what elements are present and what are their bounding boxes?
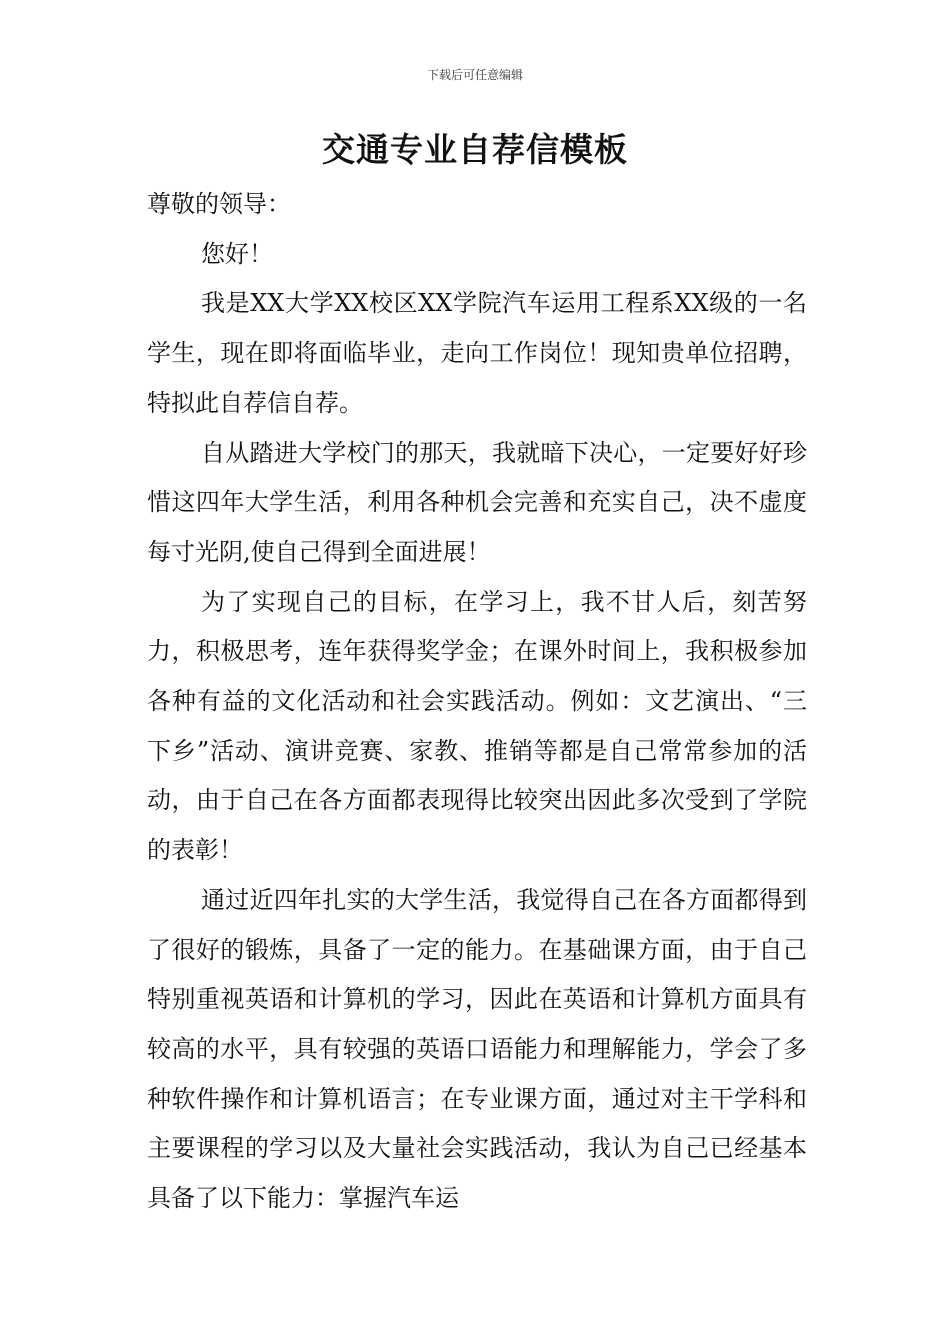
paragraph-4: 通过近四年扎实的大学生活，我觉得自己在各方面都得到了很好的锻炼，具备了一定的能力。在基础课方面，由于自己特别重视英语和计算机的学习，因此在英语和计算机方面具有较高的水平，具有较强的英语口语能力和理解能力，学会了多种软件操作和计算机语言；在专业课方面，通过对主干学科和主要课程的学习以及大量社会实践活动，我认为自己已经基本具备了以下能力：掌握汽车运 — [147, 885, 807, 1213]
document-title: 交通专业自荐信模板 — [322, 130, 628, 169]
greeting: 您好！ — [201, 239, 273, 268]
paragraph-2: 自从踏进大学校门的那天，我就暗下决心，一定要好好珍惜这四年大学生活，利用各种机会完善和充实自己，决不虚度每寸光阴,使自己得到全面进展！ — [147, 438, 807, 566]
header-note: 下载后可任意编辑 — [426, 68, 523, 82]
letter-body — [147, 180, 807, 1224]
salutation: 尊敬的领导： — [147, 190, 291, 218]
paragraph-1: 我是XX大学XX校区XX学院汽车运用工程系XX级的一名学生，现在即将面临毕业，走向工作岗位！现知贵单位招聘，特拟此自荐信自荐。 — [147, 289, 807, 417]
paragraph-3: 为了实现自己的目标，在学习上，我不甘人后，刻苦努力，积极思考，连年获得奖学金；在课外时间上，我积极参加各种有益的文化活动和社会实践活动。例如：文艺演出、“三下乡”活动、演讲竞赛、家教、推销等都是自己常常参加的活动，由于自己在各方面都表现得比较突出因此多次受到了学院的表彰！ — [147, 587, 807, 865]
